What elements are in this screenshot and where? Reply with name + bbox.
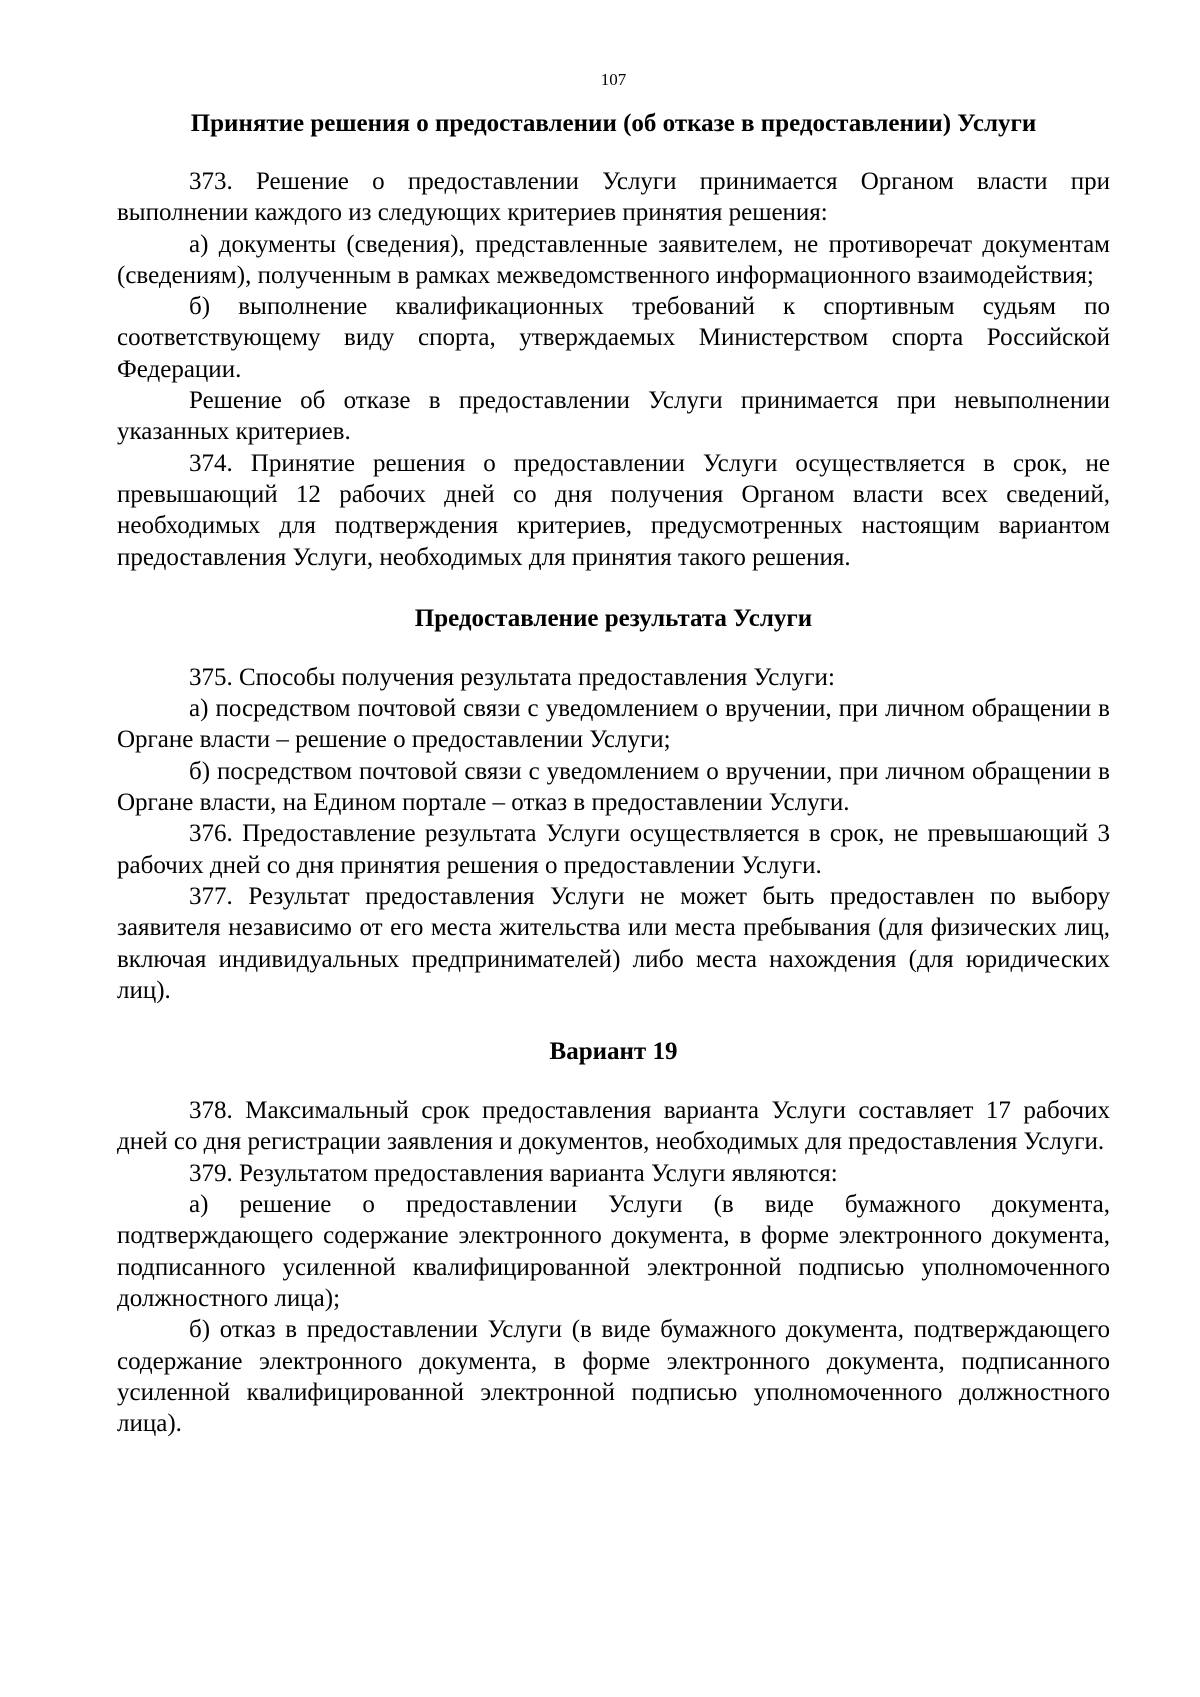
- section-decision: [117, 109, 1110, 573]
- paragraph-379: 379. Результатом предоставления варианта Услуги являются:: [189, 1159, 838, 1187]
- section-variant-19: [117, 1037, 1110, 1439]
- paragraph-375-b: б) посредством почтовой связи с уведомлением о вручении, при личном обращении в Органе власти, на Едином портале – отказ в предоставлении Услуги.: [117, 757, 1110, 817]
- paragraph-379-a: а) решение о предоставлении Услуги (в виде бумажного документа, подтверждающего содержание электронного документа, в форме электронного документа, подписанного усиленной квалифицированной электронной подписью уполномоченного должностного лица);: [117, 1191, 1110, 1312]
- paragraph-refusal-decision: Решение об отказе в предоставлении Услуги принимается при невыполнении указанных критериев.: [117, 387, 1110, 446]
- paragraph-379-b: б) отказ в предоставлении Услуги (в виде бумажного документа, подтверждающего содержание электронного документа, в форме электронного документа, подписанного усиленной квалифицированной электронной подписью уполномоченного должностного лица).: [117, 1316, 1110, 1438]
- section-heading-variant-19: Вариант 19: [549, 1038, 678, 1066]
- paragraph-374: 374. Принятие решения о предоставлении Услуги осуществляется в срок, не превышающий 12 рабочих дней со дня получения Органом власти всех сведений, необходимых для подтверждения критериев, предусмотренных настоящим вариантом предоставления Услуги, необходимых для принятия такого решения.: [117, 449, 1110, 571]
- paragraph-376: 376. Предоставление результата Услуги осуществляется в срок, не превышающий 3 рабочих дней со дня принятия решения о предоставлении Услуги.: [117, 820, 1110, 879]
- paragraph-378: 378. Максимальный срок предоставления варианта Услуги составляет 17 рабочих дней со дня регистрации заявления и документов, необходимых для предоставления Услуги.: [117, 1097, 1110, 1156]
- paragraph-373: 373. Решение о предоставлении Услуги принимается Органом власти при выполнении каждого из следующих критериев принятия решения:: [117, 168, 1110, 227]
- page-number: 107: [600, 70, 627, 89]
- section-heading-decision: Принятие решения о предоставлении (об отказе в предоставлении) Услуги: [190, 110, 1037, 137]
- section-result: [117, 604, 1110, 1006]
- paragraph-373-a: а) документы (сведения), представленные заявителем, не противоречат документам (сведениям), полученным в рамках межведомственного информационного взаимодействия;: [117, 230, 1110, 289]
- paragraph-375: 375. Способы получения результата предоставления Услуги:: [189, 663, 835, 691]
- paragraph-377: 377. Результат предоставления Услуги не может быть предоставлен по выбору заявителя независимо от его места жительства или места пребывания (для физических лиц, включая индивидуальных предпринимателей) либо места нахождения (для юридических лиц).: [117, 882, 1110, 1004]
- paragraph-373-b: б) выполнение квалификационных требований к спортивным судьям по соответствующему виду спорта, утверждаемых Министерством спорта Российской Федерации.: [117, 293, 1110, 383]
- section-heading-result: Предоставление результата Услуги: [414, 604, 813, 632]
- paragraph-375-a: а) посредством почтовой связи с уведомлением о вручении, при личном обращении в Органе власти – решение о предоставлении Услуги;: [117, 695, 1110, 754]
